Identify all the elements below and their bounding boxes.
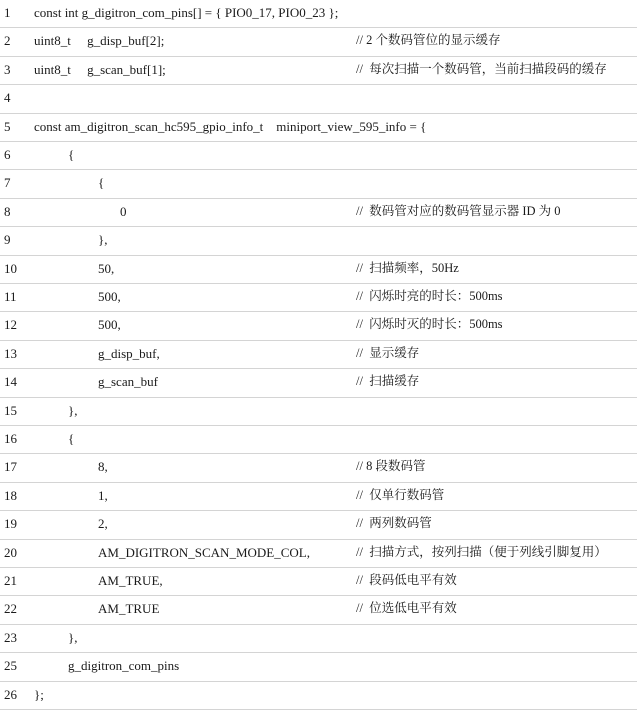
code-line [0, 28, 637, 56]
line-number: 3 [4, 61, 11, 77]
code-text: 2, [98, 516, 108, 532]
code-line [0, 114, 637, 142]
code-comment: // 位选低电平有效 [356, 601, 457, 616]
code-line [0, 312, 637, 340]
line-number: 4 [4, 90, 11, 106]
code-text: g_digitron_com_pins [68, 658, 180, 674]
code-text: }, [68, 402, 78, 418]
line-number: 7 [4, 175, 11, 191]
code-line [0, 596, 637, 624]
code-line [0, 227, 637, 255]
code-line [0, 142, 637, 170]
line-number: 22 [4, 601, 17, 617]
line-number: 21 [4, 573, 17, 588]
code-text: const int g_digitron_com_pins[] = { PIO0_17, PIO0_23 }; [34, 5, 339, 20]
code-comment: // 闪烁时亮的时长：500ms [356, 289, 503, 303]
code-line [0, 57, 637, 85]
code-line [0, 398, 637, 426]
line-number: 23 [4, 629, 17, 645]
code-text: 1, [98, 487, 108, 503]
code-text: 500, [98, 289, 121, 304]
line-number: 12 [4, 317, 17, 333]
code-comment: // 两列数码管 [356, 516, 432, 531]
code-text: 50, [98, 260, 115, 276]
code-text: g_disp_buf, [98, 345, 160, 361]
line-number: 8 [4, 203, 11, 219]
code-line [0, 256, 637, 284]
line-number: 19 [4, 516, 17, 532]
code-text: AM_DIGITRON_SCAN_MODE_COL, [98, 544, 310, 560]
code-line [0, 426, 637, 454]
line-number: 17 [4, 459, 17, 475]
code-text: AM_TRUE [98, 601, 160, 617]
code-comment: // 2 个数码管位的显示缓存 [356, 33, 501, 48]
code-comment: // 每次扫描一个数码管，当前扫描段码的缓存 [356, 61, 607, 76]
code-comment: // 扫描缓存 [356, 374, 420, 389]
code-text: }, [68, 629, 78, 645]
code-line [0, 454, 637, 482]
code-text: uint8_t g_scan_buf[1]; [34, 61, 166, 77]
code-line [0, 284, 637, 312]
code-line [0, 170, 637, 198]
code-line [0, 568, 637, 596]
line-number: 10 [4, 260, 17, 276]
code-line [0, 625, 637, 653]
code-line [0, 653, 637, 681]
code-comment: // 显示缓存 [356, 345, 420, 360]
code-comment: // 扫描频率，50Hz [356, 260, 459, 275]
code-text: }, [98, 232, 108, 248]
line-number: 9 [4, 232, 11, 248]
line-number: 5 [4, 118, 11, 134]
line-number: 16 [4, 431, 17, 446]
line-number: 14 [4, 374, 17, 390]
code-text: 0 [120, 203, 127, 219]
line-number: 20 [4, 544, 17, 560]
code-comment: // 段码低电平有效 [356, 573, 457, 587]
code-comment: // 8 段数码管 [356, 459, 426, 474]
code-text: const am_digitron_scan_hc595_gpio_info_t miniport_view_595_info = { [34, 118, 427, 134]
code-comment: // 闪烁时灭的时长：500ms [356, 317, 503, 332]
code-line [0, 511, 637, 539]
code-line [0, 0, 637, 28]
code-line [0, 199, 637, 227]
code-text: uint8_t g_disp_buf[2]; [34, 33, 165, 49]
line-number: 13 [4, 345, 17, 361]
code-comment: // 仅单行数码管 [356, 487, 445, 502]
code-line [0, 369, 637, 397]
code-line [0, 483, 637, 511]
code-text: { [68, 431, 75, 446]
code-line [0, 341, 637, 369]
code-line [0, 85, 637, 113]
line-number: 26 [4, 686, 17, 702]
code-text: { [98, 175, 105, 191]
line-number: 11 [4, 289, 17, 304]
code-comment: // 数码管对应的数码管显示器 ID 为 0 [356, 203, 561, 218]
code-text: g_scan_buf [98, 374, 158, 390]
line-number: 1 [4, 5, 11, 20]
code-line [0, 682, 637, 710]
code-line [0, 540, 637, 568]
line-number: 2 [4, 33, 11, 49]
line-number: 18 [4, 487, 17, 503]
code-text: 500, [98, 317, 121, 333]
line-number: 25 [4, 658, 17, 674]
code-comment: // 扫描方式，按列扫描（便于列线引脚复用） [356, 544, 607, 559]
line-number: 15 [4, 402, 17, 418]
code-text: }; [34, 686, 44, 702]
line-number: 6 [4, 147, 11, 162]
code-text: AM_TRUE, [98, 573, 163, 588]
code-text: { [68, 147, 75, 162]
code-text: 8, [98, 459, 108, 475]
